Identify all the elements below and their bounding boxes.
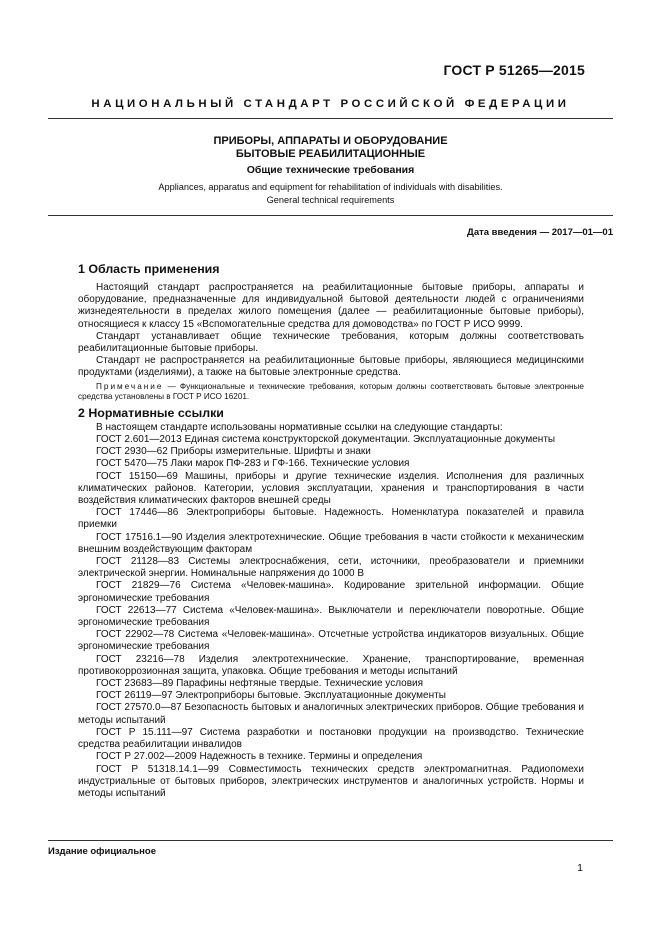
footer-divider — [48, 840, 613, 841]
header-divider — [48, 118, 613, 119]
section-1-paragraph-3: Стандарт не распространяется на реабилитационные бытовые приборы, являющиеся медицинскими продуктами (изделиями), а также на бытовые электронные средства. — [78, 355, 584, 379]
reference-item: ГОСТ 17446—86 Электроприборы бытовые. Надежность. Номенклатура показателей и правила приемки — [78, 507, 584, 531]
note-label: Примечание — [96, 381, 164, 391]
introduction-date: Дата введения — 2017—01—01 — [467, 227, 613, 238]
section-2-heading: 2 Нормативные ссылки — [78, 405, 224, 420]
reference-item: ГОСТ Р 27.002—2009 Надежность в технике. Термины и определения — [96, 751, 423, 763]
section-2-intro: В настоящем стандарте использованы нормативные ссылки на следующие стандарты: — [96, 421, 503, 433]
title-line-1: ПРИБОРЫ, АППАРАТЫ И ОБОРУДОВАНИЕ — [213, 135, 448, 147]
reference-item: ГОСТ 21128—83 Системы электроснабжения, сети, источники, преобразователи и приемники электрической энергии. Номинальные напряжения до 1000 В — [78, 556, 584, 580]
section-1-paragraph-2: Стандарт устанавливает общие технические требования, которым должны соответствовать реабилитационные бытовые приборы. — [78, 330, 584, 355]
section-1-paragraph-1: Настоящий стандарт распространяется на реабилитационные бытовые приборы, аппараты и оборудование, предназначенные для индивидуальной бытовой деятельности людей с ограничениями жизнедеятельности в пределах жилого помещения (далее — реабилитационные бытовые приборы), относящиеся к классу 15 «Вспомогательные средства для домоводства» по ГОСТ Р ИСО 9999. — [78, 282, 584, 330]
section-1-heading: 1 Область применения — [78, 262, 220, 276]
intro-date-divider — [48, 215, 613, 216]
document-body — [78, 262, 584, 800]
national-standard-header: НАЦИОНАЛЬНЫЙ СТАНДАРТ РОССИЙСКОЙ ФЕДЕРАЦИИ — [91, 98, 570, 110]
section-1-note — [78, 382, 584, 403]
reference-item: ГОСТ 23216—78 Изделия электротехнические. Хранение, транспортирование, временная противокоррозионная защита, упаковка. Общие требования и методы испытаний — [78, 653, 584, 677]
document-title — [48, 135, 613, 161]
page-number: 1 — [577, 862, 583, 874]
document-subtitle: Общие технические требования — [246, 164, 415, 176]
note-text: — Функциональные и технические требования, которым должны соответствовать бытовые электронные средства установлены в ГОСТ Р ИСО 16201. — [78, 381, 584, 402]
reference-item: ГОСТ 5470—75 Лаки марок ПФ-283 и ГФ-166. Технические условия — [96, 458, 410, 470]
title-line-2: БЫТОВЫЕ РЕАБИЛИТАЦИОННЫЕ — [235, 148, 426, 160]
reference-item: ГОСТ 22902—78 Система «Человек-машина». Отсчетные устройства индикаторов визуальных. Общие эргономические требования — [78, 629, 584, 653]
reference-item: ГОСТ 27570.0—87 Безопасность бытовых и аналогичных электрических приборов. Общие требования и методы испытаний — [78, 702, 584, 726]
reference-item: ГОСТ Р 51318.14.1—99 Совместимость технических средств электромагнитная. Радиопомехи индустриальные от бытовых приборов, электрических инструментов и аналогичных устройств. Нормы и методы испытаний — [78, 763, 584, 799]
english-title — [48, 181, 613, 206]
reference-item: ГОСТ 15150—69 Машины, приборы и другие технические изделия. Исполнения для различных климатических районов. Категории, условия эксплуатации, хранения и транспортирования в части воздействия климатических факторов внешней среды — [78, 470, 584, 507]
reference-item: ГОСТ 26119—97 Электроприборы бытовые. Эксплуатационные документы — [96, 690, 446, 702]
reference-item: ГОСТ 2930—62 Приборы измерительные. Шрифты и знаки — [96, 446, 371, 458]
reference-item: ГОСТ 2.601—2013 Единая система конструкторской документации. Эксплуатационные документы — [96, 434, 556, 446]
english-title-line-2: General technical requirements — [266, 194, 395, 205]
normative-references-list — [78, 434, 584, 800]
document-number: ГОСТ Р 51265—2015 — [443, 62, 585, 78]
english-title-line-1: Appliances, apparatus and equipment for rehabilitation of individuals with disabilities. — [158, 182, 503, 192]
official-edition-label: Издание официальное — [48, 846, 156, 857]
reference-item: ГОСТ 21829—76 Система «Человек-машина». Кодирование зрительной информации. Общие эргономические требования — [78, 580, 584, 604]
reference-item: ГОСТ 23683—89 Парафины нефтяные твердые. Технические условия — [96, 678, 424, 690]
reference-item: ГОСТ Р 15.111—97 Система разработки и постановки продукции на производство. Технические средства реабилитации инвалидов — [78, 726, 584, 751]
reference-item: ГОСТ 17516.1—90 Изделия электротехнические. Общие требования в части стойкости к механическим внешним воздействующим факторам — [78, 531, 584, 555]
reference-item: ГОСТ 22613—77 Система «Человек-машина». Выключатели и переключатели поворотные. Общие эргономические требования — [78, 604, 584, 629]
